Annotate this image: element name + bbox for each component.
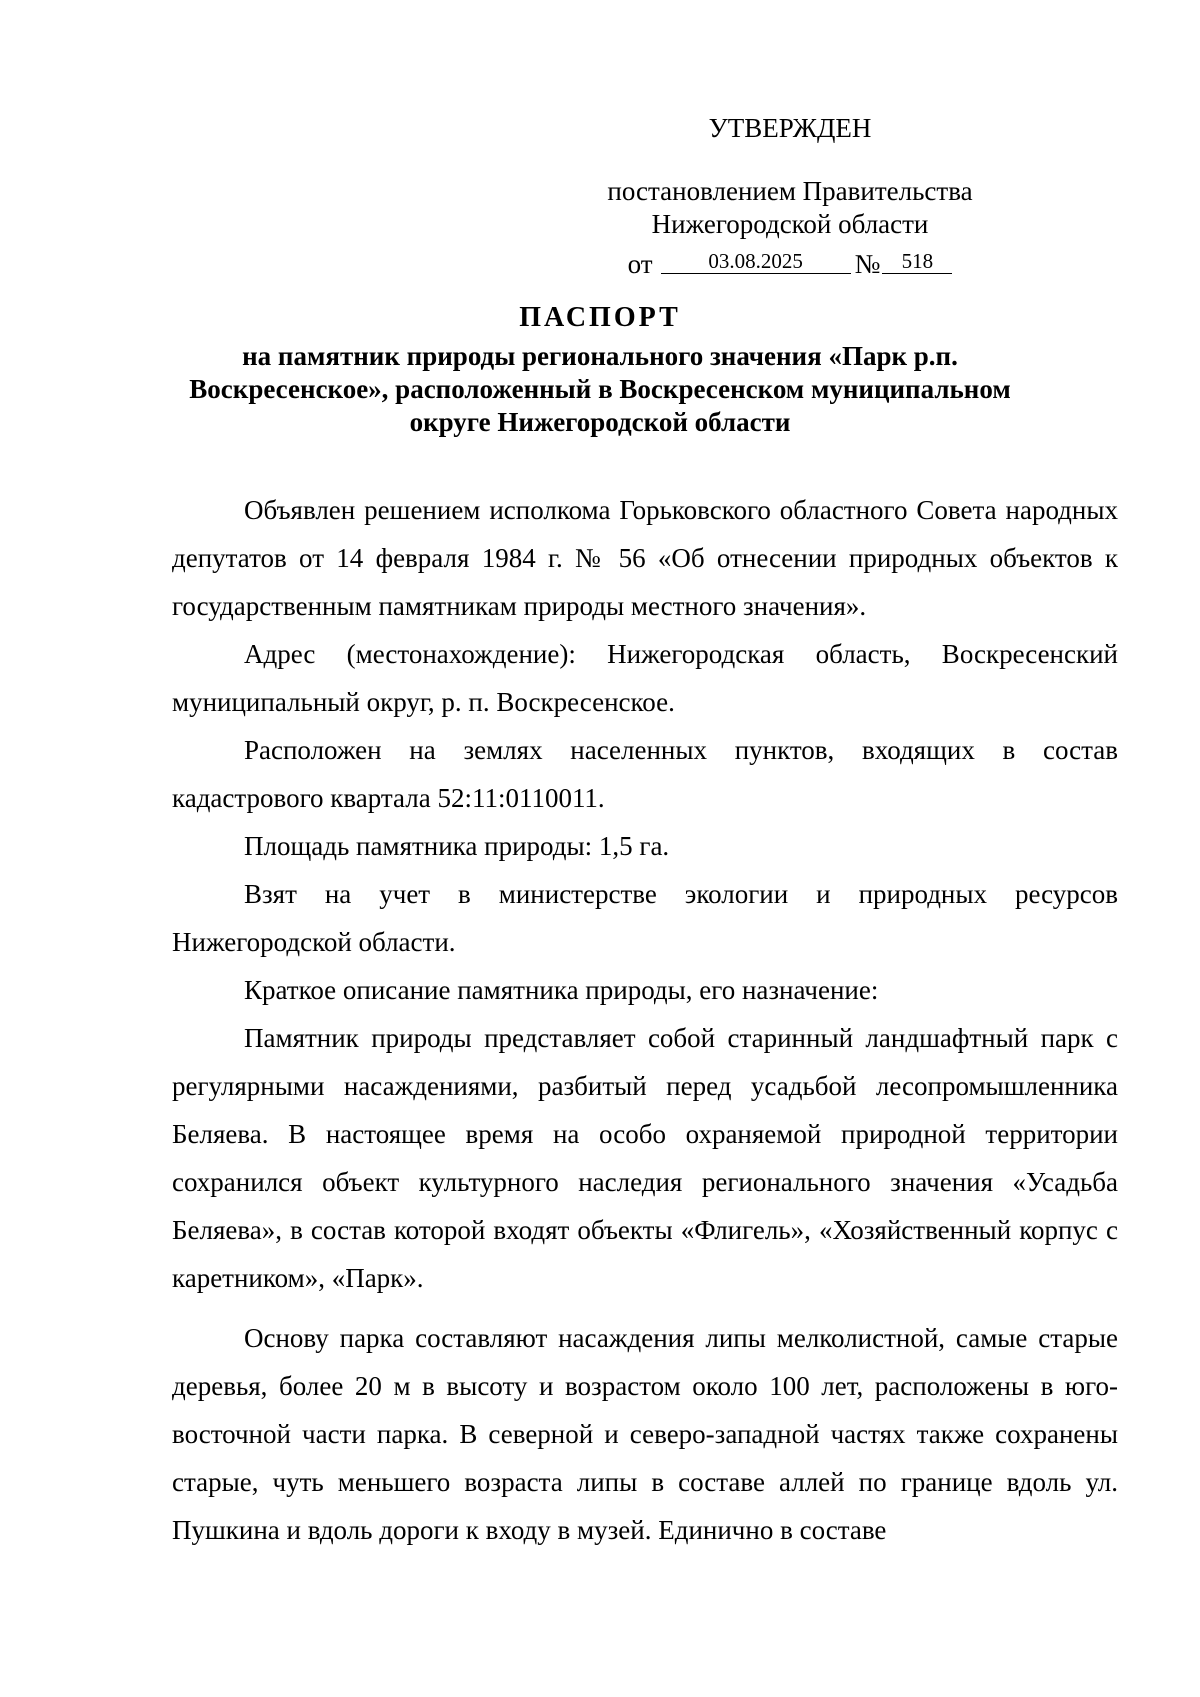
paragraph-address: Адрес (местонахождение): Нижегородская область, Воскресенский муниципальный округ, р. п. Воскресенское. xyxy=(172,639,1118,717)
approval-line-1: постановлением Правительства xyxy=(607,176,973,206)
approval-number-sign: № xyxy=(854,249,881,279)
document-title: ПАСПОРТ xyxy=(519,302,681,333)
document-body xyxy=(172,486,1118,1554)
paragraph-area: Площадь памятника природы: 1,5 га. xyxy=(244,831,670,861)
approval-number: 518 xyxy=(882,249,952,274)
paragraph-registered: Взят на учет в министерстве экологии и природных ресурсов Нижегородской области. xyxy=(172,879,1118,957)
approval-line-2: Нижегородской области xyxy=(651,209,929,239)
paragraph-park-basis: Основу парка составляют насаждения липы мелколистной, самые старые деревья, более 20 м в высоту и возрастом около 100 лет, расположены в юго-восточной части парка. В северной и северо-западной частях также сохранены старые, чуть меньшего возраста липы в составе аллей по границе вдоль ул. Пушкина и вдоль дороги к входу в музей. Единично в составе xyxy=(172,1323,1118,1545)
document-subtitle: на памятник природы регионального значения «Парк р.п. Воскресенское», расположенный в Воскресенском муниципальном округе Нижегородской области xyxy=(189,341,1011,437)
approval-stamp xyxy=(590,112,990,281)
approval-date: 03.08.2025 xyxy=(661,249,851,274)
document-title-block xyxy=(150,300,1050,439)
paragraph-declared: Объявлен решением исполкома Горьковского областного Совета народных депутатов от 14 февраля 1984 г. № 56 «Об отнесении природных объектов к государственным памятникам природы местного значения». xyxy=(172,495,1118,621)
approval-date-line xyxy=(590,241,990,281)
paragraph-description-heading: Краткое описание памятника природы, его назначение: xyxy=(244,975,879,1005)
approval-from-label: от xyxy=(627,249,653,279)
approval-title: УТВЕРЖДЕН xyxy=(708,113,872,143)
paragraph-location: Расположен на землях населенных пунктов, входящих в состав кадастрового квартала 52:11:0110011. xyxy=(172,735,1118,813)
paragraph-description: Памятник природы представляет собой старинный ландшафтный парк с регулярными насаждениями, разбитый перед усадьбой лесопромышленника Беляева. В настоящее время на особо охраняемой природной территории сохранился объект культурного наследия регионального значения «Усадьба Беляева», в состав которой входят объекты «Флигель», «Хозяйственный корпус с каретником», «Парк». xyxy=(172,1023,1118,1293)
